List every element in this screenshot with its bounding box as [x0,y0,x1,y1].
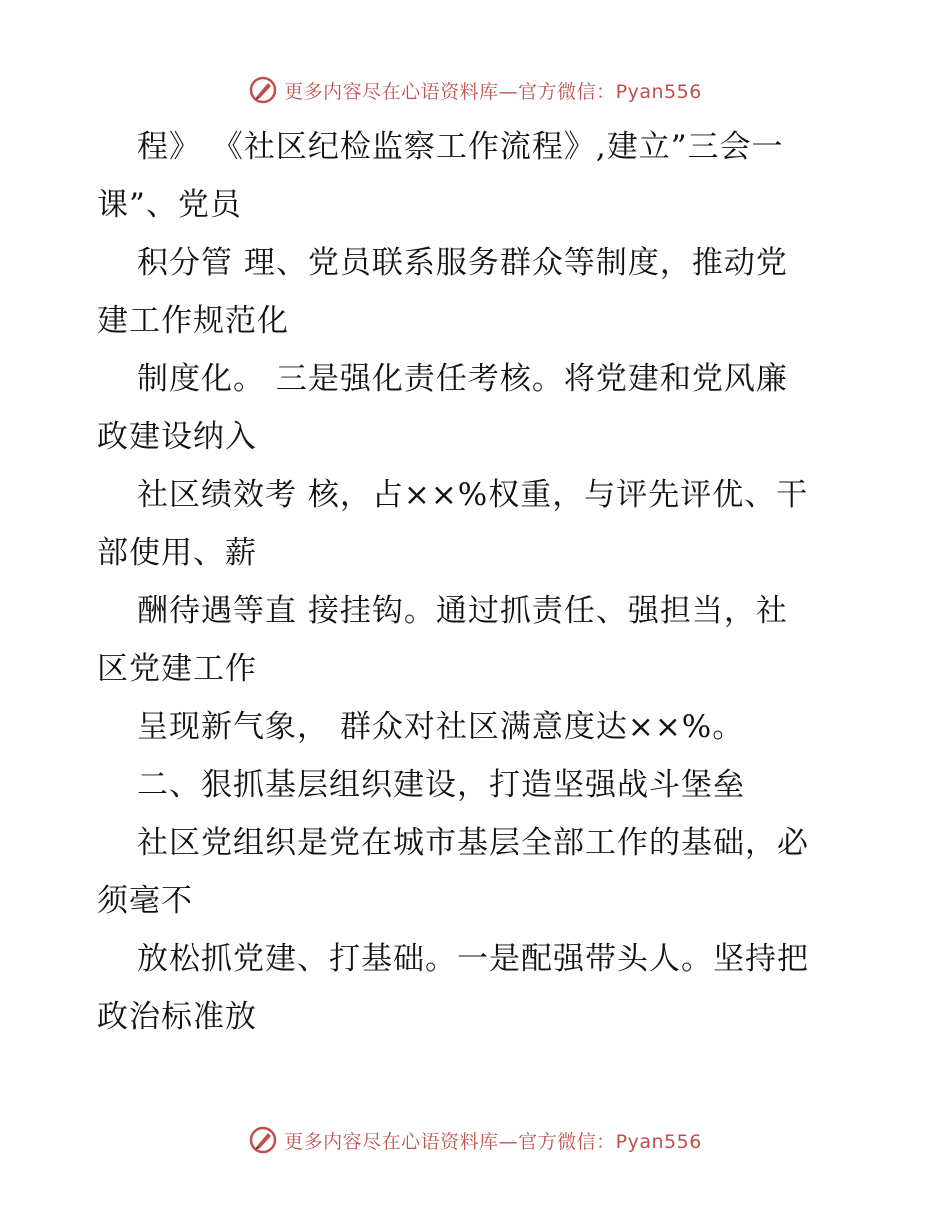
pen-seal-icon [248,1125,278,1155]
body-text-line: 课”、党员 [97,187,242,223]
watermark-text: 更多内容尽在心语资料库—官方微信：Pyan556 [284,80,702,103]
body-text-line: 政建设纳入 [97,419,257,455]
body-text-line: 社区党组织是党在城市基层全部工作的基础，必 [137,825,809,861]
body-text-line: 呈现新气象， 群众对社区满意度达××%。 [137,709,745,745]
body-text-line: 制度化。 三是强化责任考核。将党建和党风廉 [137,361,788,397]
body-text-line: 部使用、薪 [97,535,257,571]
document-body [97,118,857,1046]
body-text-line: 须毫不 [97,883,193,919]
body-text-line: 积分管 理、党员联系服务群众等制度，推动党 [137,245,788,281]
body-text-line: 社区绩效考 核，占××%权重，与评先评优、干 [137,477,809,513]
body-text-line: 酬待遇等直 接挂钩。通过抓责任、强担当，社 [137,593,788,629]
body-text-line: 政治标准放 [97,999,257,1035]
pen-seal-icon [248,75,278,105]
footer-watermark [0,1120,950,1160]
watermark-text: 更多内容尽在心语资料库—官方微信：Pyan556 [284,1130,702,1153]
body-text-line: 程》 《社区纪检监察工作流程》,建立”三会一 [137,129,784,165]
body-text-line: 建工作规范化 [97,303,289,339]
body-text-line: 区党建工作 [97,651,257,687]
body-text-line: 二、狠抓基层组织建设，打造坚强战斗堡垒 [137,767,745,803]
body-text-line: 放松抓党建、打基础。一是配强带头人。坚持把 [137,941,809,977]
header-watermark [0,70,950,110]
